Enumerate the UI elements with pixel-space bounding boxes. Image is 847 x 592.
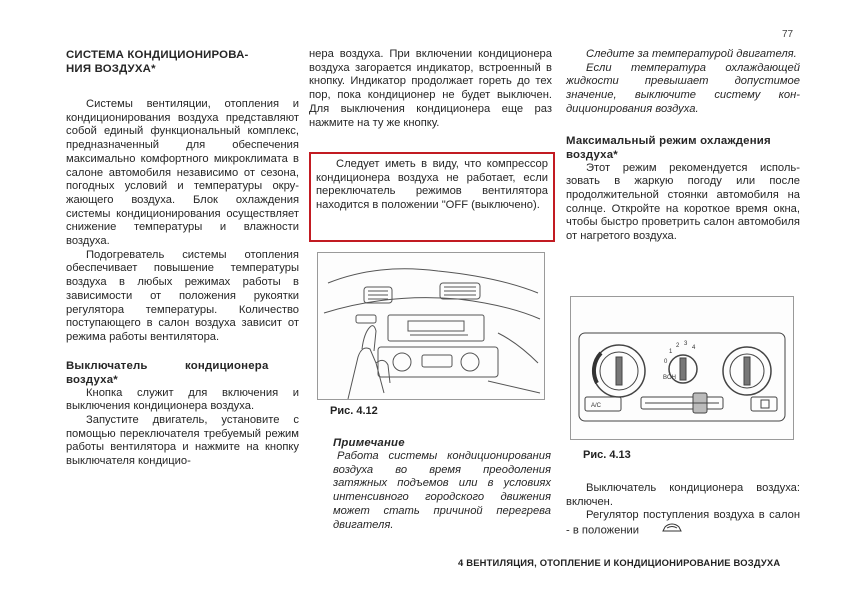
paragraph-ac-switch-on: Выключатель кондиционера воздуха: включен. <box>566 482 800 508</box>
warning-engine-temp: Следите за температурой двигателя. <box>586 48 797 60</box>
figure-4-12-caption: Рис. 4.12 <box>330 405 378 417</box>
fan-mode-label: BOH <box>663 375 677 381</box>
note-section <box>333 436 551 532</box>
highlighted-note-text: Следует иметь в виду, что компрессор кондиционера воздуха не работает, если переключатель режимов вентилятора находится в положении "OFF (выключено). <box>316 158 548 212</box>
air-intake-text: Регулятор поступления воздуха в салон - в положении <box>566 509 800 537</box>
page-footer: 4 ВЕНТИЛЯЦИЯ, ОТОПЛЕНИЕ И КОНДИЦИОНИРОВАНИЕ ВОЗДУХА <box>458 557 781 568</box>
column-1 <box>66 48 299 469</box>
figure-4-12 <box>317 252 545 400</box>
section-heading-max-cooling: Максимальный режим охлаждения воздуха* <box>566 134 771 161</box>
column-3 <box>566 48 800 244</box>
fan-speed-0: 0 <box>664 359 668 365</box>
figure-4-13-illustration <box>571 297 793 439</box>
page-number: 77 <box>782 29 794 40</box>
warning-coolant: Если температура охлаждающей жидкости превышает допустимое значение, выключите систему кондиционирования воздуха. <box>566 61 800 115</box>
paragraph-button-purpose: Кнопка служит для включения и выключения кондиционера воздуха. <box>66 386 299 413</box>
paragraph-ac-instructions: Запустите двигатель, установите с помощью переключателя требуемый режим работы вентилятора и нажмите на кнопку выключателя кондицио- <box>66 414 299 468</box>
section-heading-ac-switch: Выключатель кондиционера воздуха* <box>66 359 269 386</box>
paragraph-systems-overview: Системы вентиляции, отопления и кондиционирования воздуха представляют собой единый функциональный комплекс, предназначенный для обеспечения максимально комфортного микроклимата в салоне автомобиля независимо от сезона, погодных условий и температуры окружающего воздуха. Блок охлаждения системы кондиционирования осуществляет снижение температуры и влажности воздуха. <box>66 98 299 248</box>
note-text: Работа системы кондиционирования воздуха во время преодоления затяжных подъемов или в условиях интенсивного городского движения может стать причиной перегрева двигателя. <box>333 450 551 531</box>
paragraph-ac-indicator: нера воздуха. При включении кондиционера воздуха загорается индикатор, встроенный в кнопку. Индикатор продолжает гореть до тех пор, пока кондиционер не будет выключен. Для выключения кондиционера еще раз нажмите на ту же кнопку. <box>309 48 552 129</box>
highlighted-note-box <box>309 152 555 242</box>
paragraph-air-intake <box>566 509 800 538</box>
figure-4-13-caption: Рис. 4.13 <box>583 449 631 461</box>
figure-4-13 <box>570 296 794 440</box>
fan-speed-1: 1 <box>669 349 673 355</box>
section-heading-ac-system: СИСТЕМА КОНДИЦИОНИРОВА- НИЯ ВОЗДУХА* <box>66 49 249 75</box>
note-title: Примечание <box>333 437 405 449</box>
ac-button-label: A/C <box>591 403 602 409</box>
recirculation-car-icon <box>642 523 682 538</box>
column-2 <box>309 48 552 130</box>
paragraph-heater: Подогреватель системы отопления обеспечивает повышение температуры воздуха в любых режимах работы в зависимости от положения рукоятки регулятора температуры. Количество поступающего в салон воздуха зависит от режима работы вентилятора. <box>66 248 299 343</box>
fan-speed-3: 3 <box>684 341 688 347</box>
column-3-bottom <box>566 482 800 538</box>
figure-4-12-illustration <box>318 253 544 399</box>
fan-speed-2: 2 <box>676 343 680 349</box>
fan-speed-4: 4 <box>692 345 696 351</box>
paragraph-max-cooling: Этот режим рекомендуется использовать в жаркую погоду или после продолжительной стоянки автомобиля на солнце. Откройте на короткое время окна, чтобы быстро проветрить салон автомобиля от нагретого воздуха. <box>566 161 800 243</box>
